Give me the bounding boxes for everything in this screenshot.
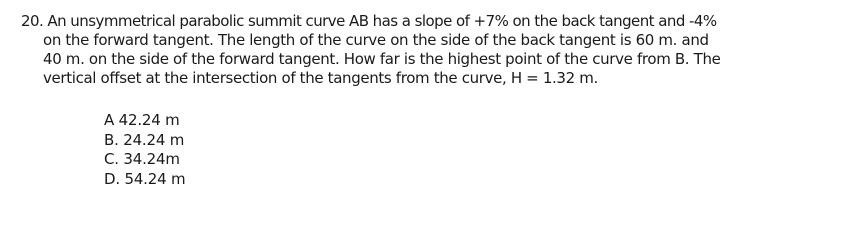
question-line: 40 m. on the side of the forward tangent. How far is the highest point of the curve from B. The [43,50,721,68]
answer-choices [104,111,185,189]
question-line: 20. An unsymmetrical parabolic summit curve AB has a slope of +7% on the back tangent and -4% [21,12,717,30]
choice-b: B. 24.24 m [104,130,185,149]
question-line: on the forward tangent. The length of the curve on the side of the back tangent is 60 m. and [43,31,709,49]
question-line: vertical offset at the intersection of the tangents from the curve, H = 1.32 m. [43,69,598,87]
choice-d: D. 54.24 m [104,169,186,188]
choice-a: A 42.24 m [104,111,180,129]
choice-c: C. 34.24m [104,150,180,169]
question-text [21,12,821,88]
